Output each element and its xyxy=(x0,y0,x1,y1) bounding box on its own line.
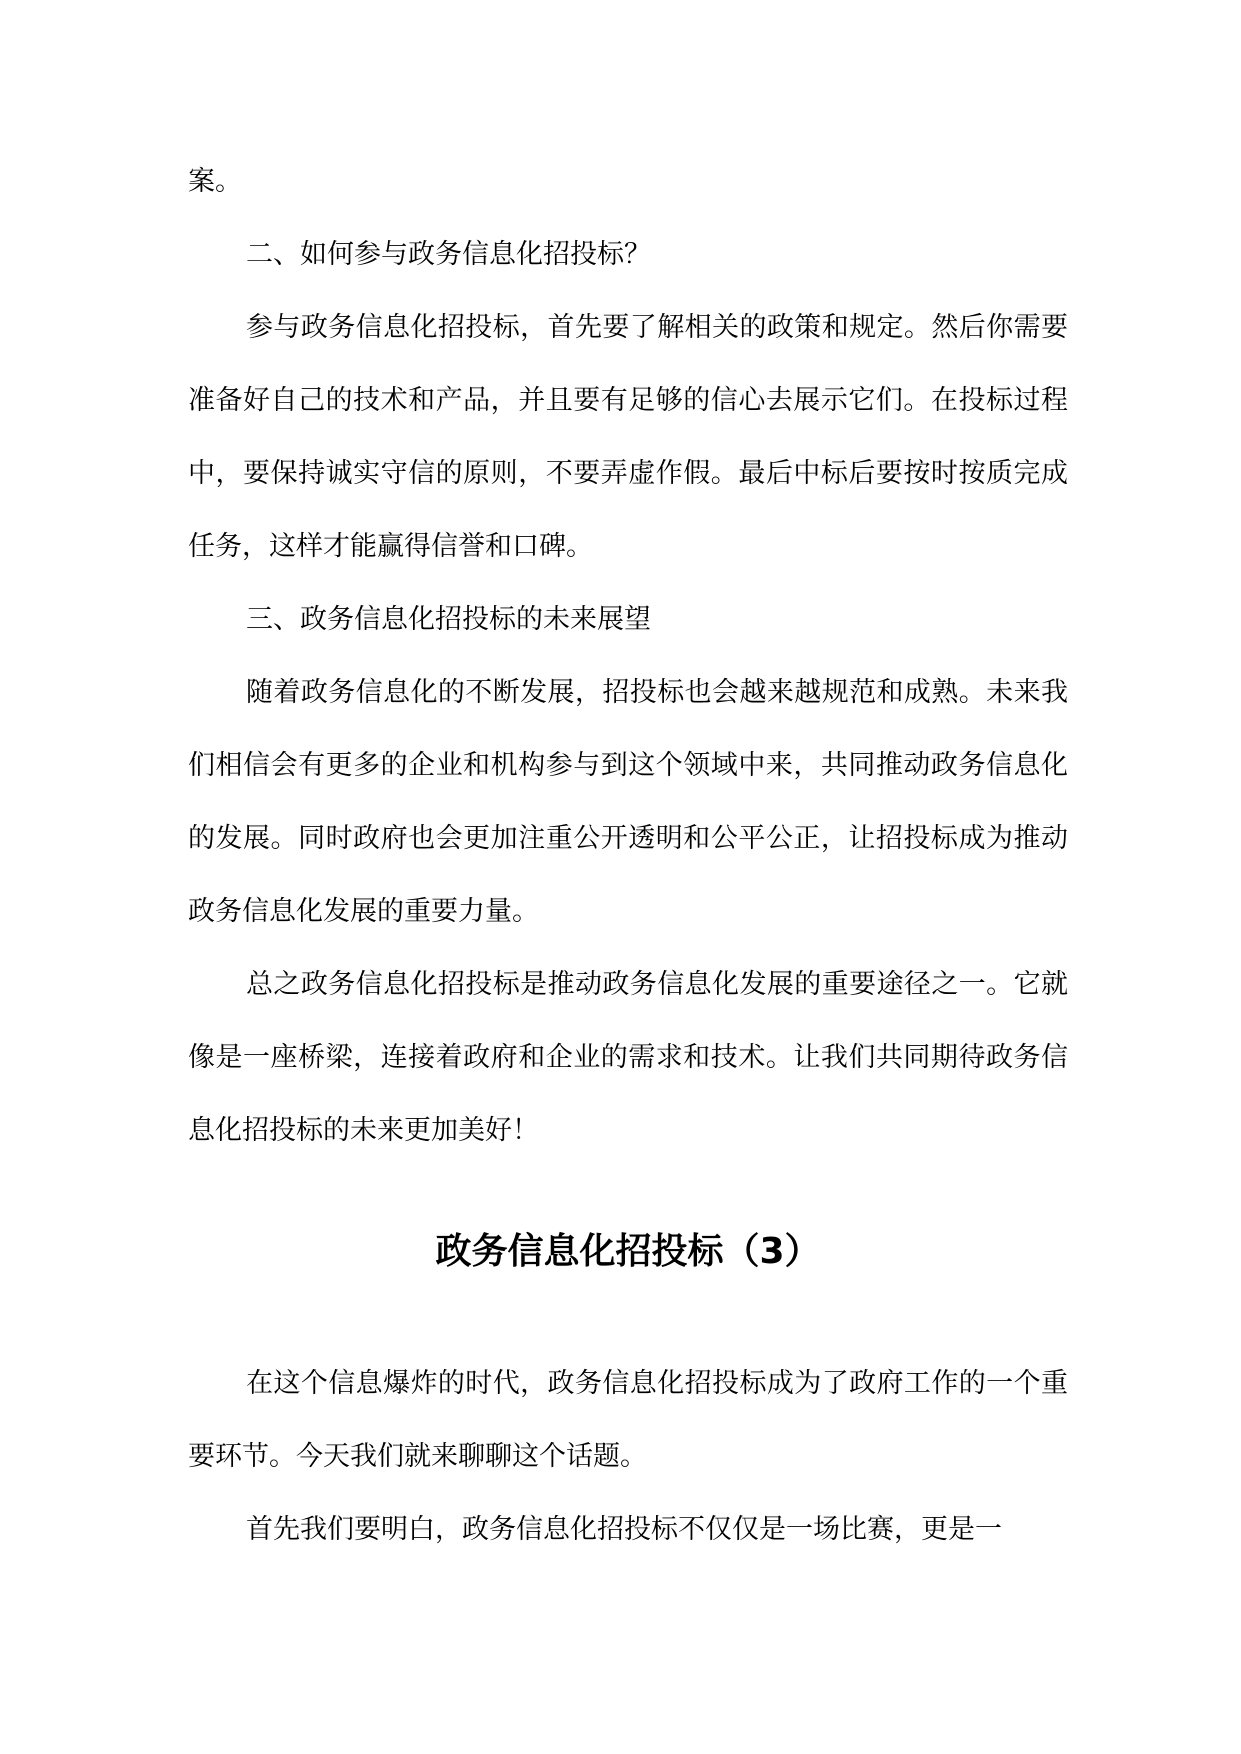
section-heading-3: 三、政务信息化招投标的未来展望 xyxy=(246,604,651,635)
first-point-paragraph: 首先我们要明白，政务信息化招投标不仅仅是一场比赛，更是一 xyxy=(246,1514,1002,1545)
conclusion-paragraph: 总之政务信息化招投标是推动政务信息化发展的重要途径之一。它就像是一座桥梁，连接着政府和企业的需求和技术。让我们共同期待政务信息化招投标的未来更加美好！ xyxy=(188,969,1068,1146)
paragraph-fragment: 案。 xyxy=(188,166,242,197)
section-heading-2: 二、如何参与政务信息化招投标？ xyxy=(246,239,651,270)
title-block xyxy=(188,1167,1068,1347)
intro-paragraph: 在这个信息爆炸的时代，政务信息化招投标成为了政府工作的一个重要环节。今天我们就来聊聊这个话题。 xyxy=(188,1368,1068,1472)
document-title: 政务信息化招投标（3） xyxy=(435,1231,821,1272)
section-3-paragraph: 随着政务信息化的不断发展，招投标也会越来越规范和成熟。未来我们相信会有更多的企业和机构参与到这个领域中来，共同推动政务信息化的发展。同时政府也会更加注重公开透明和公平公正，让招投标成为推动政务信息化发展的重要力量。 xyxy=(188,677,1068,927)
document-body xyxy=(188,145,1068,1566)
section-2-paragraph: 参与政务信息化招投标，首先要了解相关的政策和规定。然后你需要准备好自己的技术和产品，并且要有足够的信心去展示它们。在投标过程中，要保持诚实守信的原则，不要弄虚作假。最后中标后要按时按质完成任务，这样才能赢得信誉和口碑。 xyxy=(188,312,1068,562)
